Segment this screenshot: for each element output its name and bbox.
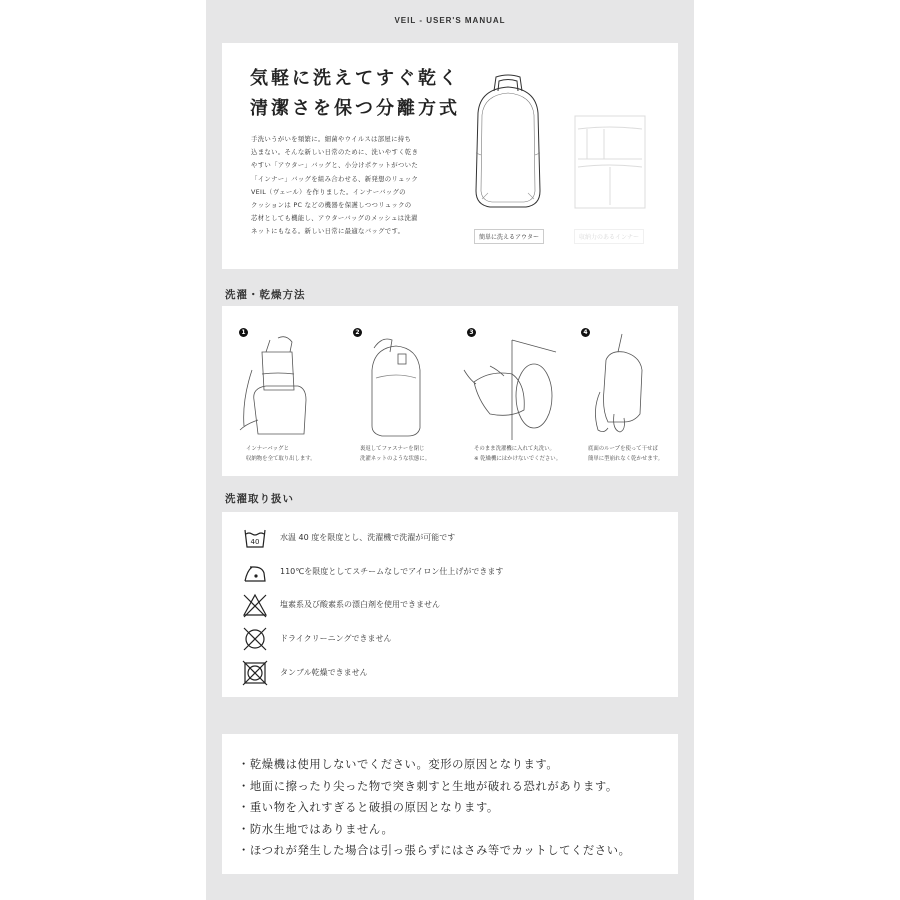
iron-low-icon [242,559,268,585]
step-text-line: 裏返してファスナーを閉じ [360,446,425,452]
care-item-text: タンブル乾燥できません [280,668,368,677]
headline-line-2: 清潔さを保つ分離方式 [250,98,460,119]
intro-line: 込まない。そんな新しい日常のために、洗いやすく乾き [251,148,419,157]
caution-list [238,754,631,862]
remove-inner-bag-illustration [232,330,332,440]
care-item-text: 110℃を限度としてスチームなしでアイロン仕上げができます [280,567,504,576]
step-number-badge: 2 [353,328,362,337]
step-text-line: 簡単に型崩れなく乾かせます。 [588,456,664,462]
headline-line-1: 気軽に洗えてすぐ乾く [250,68,460,89]
intro-line: 「インナー」バッグを組み合わせる、新発想のリュック [251,174,419,183]
intro-description [251,133,471,239]
caution-item: ・乾燥機は使用しないでください。変形の原因となります。 [238,758,559,771]
document-title: VEIL - USER'S MANUAL [394,16,506,25]
intro-line: やすい「アウター」バッグと、小分けポケットがついた [251,161,419,170]
care-item-text: 塩素系及び酸素系の漂白剤を使用できません [280,600,440,609]
washing-heading: 洗濯・乾燥方法 [225,289,306,301]
caution-item: ・ほつれが発生した場合は引っ張らずにはさみ等でカットしてください。 [238,844,631,857]
inner-bag-illustration [574,115,646,209]
washing-steps-card [222,306,678,476]
intro-line: ネットにもなる。新しい日常に最適なバッグです。 [251,227,405,236]
step-text-line: インナーバッグと [246,446,289,452]
care-heading: 洗濯取り扱い [225,493,294,505]
step-number-badge: 4 [581,328,590,337]
headline [250,64,460,124]
care-symbols-card [222,512,678,697]
no-tumble-dry-icon [242,660,268,686]
step-1 [222,306,336,476]
step-3 [450,306,564,476]
step-description [246,444,346,464]
flip-bag-illustration [346,330,446,440]
no-bleach-icon [242,592,268,618]
no-dry-clean-icon [242,626,268,652]
step-4 [564,306,678,476]
caution-item: ・重い物を入れすぎると破損の原因となります。 [238,801,499,814]
care-item-dry-clean [242,626,662,652]
outer-bag-illustration [468,73,548,221]
caution-item: ・防水生地ではありません。 [238,822,394,836]
step-text-line: そのまま洗濯機に入れて丸洗い。 [474,446,555,452]
wash-40-icon [242,525,268,551]
care-item-text: ドライクリーニングできません [280,634,392,643]
step-text-line: ※ 乾燥機にはかけないでください。 [474,456,562,462]
care-item-bleach [242,592,662,618]
step-number-badge: 1 [239,328,248,337]
washing-machine-illustration [460,330,560,440]
care-item-iron [242,559,662,585]
step-number-badge: 3 [467,328,476,337]
step-text-line: 底面のループを使って干せば [588,446,658,452]
intro-line: 芯材としても機能し、アウターバッグのメッシュは洗濯 [251,214,418,223]
svg-text:40: 40 [250,538,260,546]
caution-notes-card [222,734,678,874]
hang-dry-illustration [574,330,674,440]
intro-line: クッションは PC などの機器を保護しつつリュックの [251,201,412,210]
step-description [588,444,688,464]
step-2 [336,306,450,476]
outer-bag-label: 簡単に洗えるアウター [474,229,544,244]
care-item-tumble-dry [242,660,662,686]
intro-card [222,43,678,269]
intro-line: 手洗いうがいを頻繁に。細菌やウイルスは部屋に持ち [251,135,412,143]
care-item-text: 水温 40 度を限度とし、洗濯機で洗濯が可能です [280,533,456,542]
step-description [474,444,574,464]
step-text-line: 洗濯ネットのような状態に。 [360,456,431,462]
step-text-line: 収納物を全て取り出します。 [246,456,316,462]
inner-bag-label: 収納力のあるインナー [574,229,644,244]
intro-line: VEIL（ヴェール）を作りました。インナーバッグの [251,187,406,196]
step-description [360,444,460,464]
caution-item: ・地面に擦ったり尖った物で突き刺すと生地が破れる恐れがあります。 [238,779,618,793]
care-item-wash [242,525,662,551]
